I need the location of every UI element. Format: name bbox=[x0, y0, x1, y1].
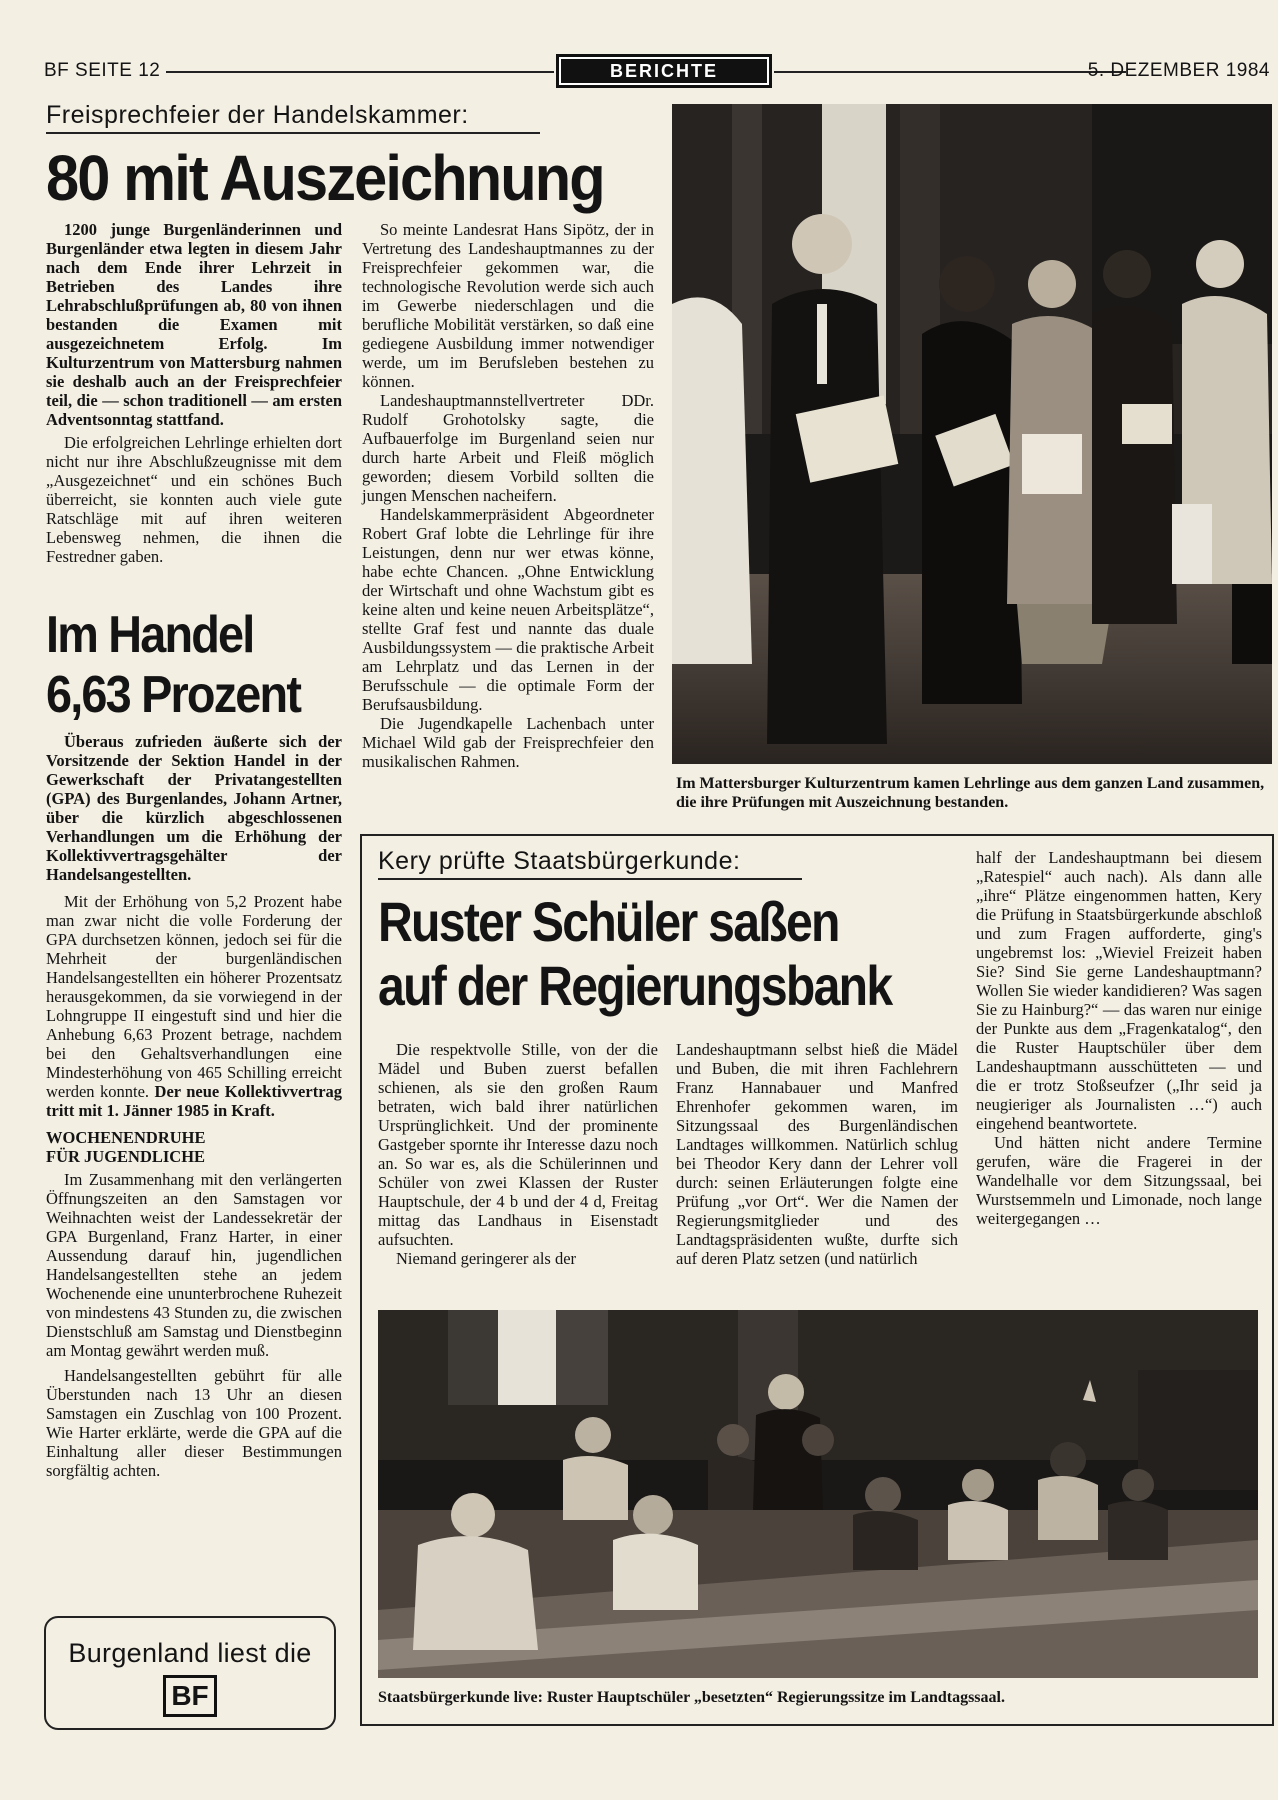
article-1-lead: 1200 junge Burgenländerinnen und Burgenländer etwa legten in diesem Jahr nach dem Ende ihrer Lehrzeit in Betrieben des Landes ihre Lehrabschlußprüfungen ab, 80 von ihnen bestanden die Examen mit ausgezeichnetem Erfolg. Im Kulturzentrum von Mattersburg nahmen sie deshalb auch an der Freisprechfeier teil, die — schon traditionell — am ersten Adventsonntag stattfand. bbox=[46, 220, 342, 429]
article-3-paragraph: Landeshauptmann selbst hieß die Mädel und Buben, die mit ihren Fachlehrern Franz Hannabauer und Manfred Ehrenhofer gekommen waren, im Sitzungssaal des Burgenländischen Landtages willkommen. Natürlich schlug bei Theodor Kery dann der Lehrer voll durch: seinen Erläuterungen folgte eine Prüfung „vor Ort“. Wer die Namen der Regierungsmitglieder und des Landtagspräsidenten wußte, durfte sich auf deren Platz setzen (und natürlich bbox=[676, 1040, 958, 1268]
article-1-column-1 bbox=[46, 220, 342, 566]
section-label-box bbox=[556, 54, 772, 88]
article-2-headline bbox=[46, 605, 328, 725]
article-3-column-3 bbox=[976, 848, 1262, 1228]
article-1-paragraph: Landeshauptmannstellvertreter DDr. Rudolf Grohotolsky sagte, die Aufbauerfolge im Burgenland seien nur durch harte Arbeit und Fleiß möglich geworden; diesem Vorbild sollten die jungen Menschen nacheifern. bbox=[362, 391, 654, 505]
article-2-lead: Überaus zufrieden äußerte sich der Vorsitzende der Sektion Handel in der Gewerkschaft der Privatangestellten (GPA) des Burgenlandes, Johann Artner, über die kürzlich abgeschlossenen Verhandlungen um die Erhöhung der Kollektivvertragsgehälter der Handelsangestellten. bbox=[46, 732, 342, 884]
article-2-paragraph-bold: Der neue Kollektivvertrag tritt mit 1. Jänner 1985 in Kraft. bbox=[46, 1082, 343, 1120]
bf-logo: BF bbox=[163, 1675, 216, 1717]
article-1-paragraph: So meinte Landesrat Hans Sipötz, der in Vertretung des Landeshauptmannes zu der Freisprechfeier gekommen war, die technologische Revolution werde sich auch im Gewerbe niederschlagen und die berufliche Mobilität verstärken, so daß eine gediegene Ausbildung immer notwendiger werde, um im Berufsleben bestehen zu können. bbox=[362, 220, 654, 391]
article-3-headline bbox=[378, 890, 975, 1018]
article-1-headline: 80 mit Auszeichnung bbox=[46, 142, 604, 214]
article-1-paragraph: Die Jugendkapelle Lachenbach unter Michael Wild gab der Freisprechfeier den musikalischen Rahmen. bbox=[362, 714, 654, 771]
header-rule-left bbox=[166, 71, 554, 73]
article-2-paragraph: Handelsangestellten gebührt für alle Überstunden nach 13 Uhr an diesen Samstagen ein Zuschlag von 100 Prozent. Wie Harter erklärte, werde die GPA auf die Einhaltung aller dieser Bestimmungen sorgfältig achten. bbox=[46, 1366, 342, 1480]
article-3-paragraph: half der Landeshauptmann bei diesem „Ratespiel“ auch nach). Als dann alle „ihre“ Plätze eingenommen hatten, Kery die Prüfung in Staatsbürgerkunde abschloß und zum Fragen aufforderte, ging's ungebremst los: „Wieviel Freizeit haben Sie? Sind Sie gerne Landeshauptmann? Wollen Sie wieder kandidieren? Was sagen Sie zu Hainburg?“ — das waren nur einige der Punkte aus dem „Fragenkatalog“, den die Ruster Hauptschüler über dem Landeshauptmann ausschütteten — und die er trotz Stoßseufzer („Ihr seid ja neugieriger als Journalisten …“) auch eingehend beantwortete. bbox=[976, 848, 1262, 1133]
header-rule-right bbox=[774, 71, 1126, 73]
page-number: BF SEITE 12 bbox=[44, 60, 161, 81]
photo-1-caption: Im Mattersburger Kulturzentrum kamen Lehrlinge aus dem ganzen Land zusammen, die ihre Prüfungen mit Auszeichnung bestanden. bbox=[676, 775, 1265, 811]
photo-award-ceremony bbox=[672, 104, 1272, 764]
article-3-column-1 bbox=[378, 1040, 658, 1268]
subheading-line-1: WOCHENENDRUHE bbox=[46, 1128, 206, 1147]
article-3-headline-line-1: Ruster Schüler saßen bbox=[378, 890, 839, 953]
article-3-paragraph: Die respektvolle Stille, von der die Mädel und Buben zuerst befallen schienen, als sie den großen Raum betraten, wich bald ihrer natürlichen Ursprünglichkeit. Und der prominente Gastgeber spornte ihr Interesse dazu noch an. So war es, als die Schülerinnen und Schüler von zwei Klassen der Ruster Hauptschule, der 4 b und der 4 d, Freitag mittag das Landhaus in Eisenstadt aufsuchten. bbox=[378, 1040, 658, 1249]
parliament-photo-illustration bbox=[378, 1310, 1258, 1678]
article-2-paragraph-text: Mit der Erhöhung von 5,2 Prozent habe man zwar nicht die volle Forderung der GPA durchsetzen können, jedoch sei für die Mehrheit der burgenländischen Handelsangestellten ein höherer Prozentsatz herausgekommen, da sie vorwiegend in der Lohngruppe II eingestuft sind und hier die Anhebung 6,63 Prozent betrage, nachdem bei den Gehaltsverhandlungen eine Mindesterhöhung von 465 Schilling erreicht werden konnte. bbox=[46, 892, 342, 1101]
article-1-kicker: Freisprechfeier der Handelskammer: bbox=[46, 100, 540, 134]
section-label: BERICHTE bbox=[561, 59, 767, 83]
article-2-headline-line-1: Im Handel bbox=[46, 606, 254, 664]
article-2-column bbox=[46, 732, 342, 1480]
photo-2-caption: Staatsbürgerkunde live: Ruster Hauptschüler „besetzten“ Regierungssitze im Landtagssaal. bbox=[378, 1689, 1005, 1706]
ceremony-photo-illustration bbox=[672, 104, 1272, 764]
page-header bbox=[44, 58, 1270, 88]
article-3-paragraph: Niemand geringerer als der bbox=[396, 1249, 577, 1268]
article-2-headline-line-2: 6,63 Prozent bbox=[46, 666, 301, 724]
article-2-paragraph: Im Zusammenhang mit den verlängerten Öffnungszeiten an den Samstagen vor Weihnachten weist der Landessekretär der GPA Burgenland, Franz Harter, in einer Aussendung darauf hin, jugendlichen Handelsangestellten stehe an jedem Wochenende eine ununterbrochene Ruhezeit von mindestens 43 Stunden zu, die zwischen Dienstschluß am Samstag und Dienstbeginn am Montag gewährt werden muß. bbox=[46, 1170, 342, 1360]
advertisement-text: Burgenland liest die bbox=[68, 1638, 312, 1668]
advertisement-box bbox=[44, 1616, 336, 1730]
issue-date: 5. DEZEMBER 1984 bbox=[1087, 60, 1270, 81]
article-3-headline-line-2: auf der Regierungsbank bbox=[378, 954, 892, 1017]
subheading-line-2: FÜR JUGENDLICHE bbox=[46, 1147, 206, 1166]
article-3-column-2 bbox=[676, 1040, 958, 1268]
article-3-paragraph: Und hätten nicht andere Termine gerufen, wäre die Fragerei in der Wandelhalle vor dem Sitzungssaal, bei Wurstsemmeln und Limonade, noch lange weitergegangen … bbox=[976, 1133, 1262, 1228]
article-1-paragraph: Die erfolgreichen Lehrlinge erhielten dort nicht nur ihre Abschlußzeugnisse mit dem „Ausgezeichnet“ und ein schönes Buch überreicht, sie konnten auch viele gute Ratschläge mit auf ihren weiteren Lebensweg nehmen, die ihnen die Festredner gaben. bbox=[46, 433, 342, 566]
article-2-paragraph bbox=[46, 892, 342, 1120]
photo-parliament-session bbox=[378, 1310, 1258, 1678]
article-1-column-2 bbox=[362, 220, 654, 771]
article-1-paragraph: Handelskammerpräsident Abgeordneter Robert Graf lobte die Lehrlinge für ihre Leistungen, denn nur wer etwas könne, habe echte Chancen. „Ohne Entwicklung der Wirtschaft und ohne Wachstum gibt es keine alten und keine neuen Arbeitsplätze“, stellte Graf fest und nannte das duale Ausbildungssystem — die praktische Arbeit am Lehrplatz und das Lernen in der Berufsschule — die optimale Form der Berufsausbildung. bbox=[362, 505, 654, 714]
article-3-kicker: Kery prüfte Staatsbürgerkunde: bbox=[378, 846, 802, 880]
